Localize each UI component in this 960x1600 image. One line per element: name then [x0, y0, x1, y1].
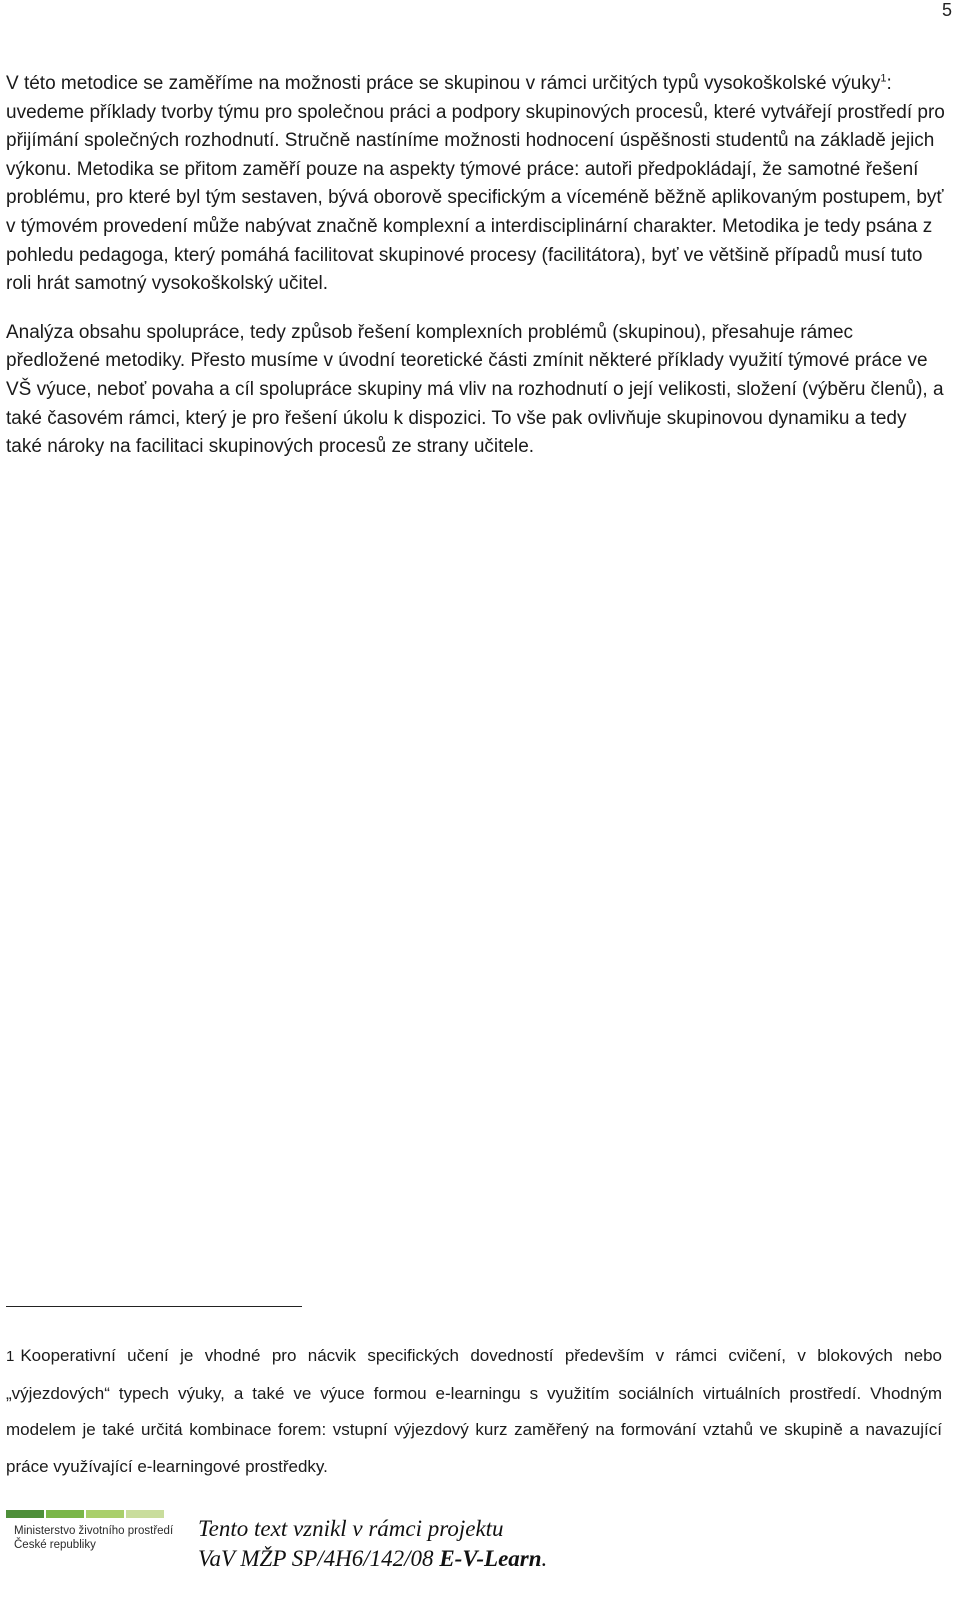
logo-text — [6, 1524, 182, 1552]
footnote-separator — [6, 1306, 302, 1307]
footnote — [6, 1338, 942, 1485]
project-note-period: . — [541, 1546, 548, 1571]
footnote-marker: 1 — [6, 1348, 15, 1365]
project-name: E-V-Learn — [439, 1546, 542, 1571]
paragraph-intro-start: V této metodice se zaměříme na možnosti práce se skupinou v rámci určitých typů vysokoškolské výuky — [6, 73, 881, 94]
main-text — [6, 70, 946, 482]
logo-bar — [86, 1510, 124, 1518]
paragraph-intro-rest: : uvedeme příklady tvorby týmu pro společnou práci a podpory skupinových procesů, které vytvářejí prostředí pro přijímání společných rozhodnutí. Stručně nastíníme možnosti hodnocení úspěšnosti studentů na základě jejich výkonu. Metodika se přitom zaměří pouze na aspekty týmové práce: autoři předpokládají, že samotné řešení problému, pro které byl tým sestaven, bývá oborově specifickým a víceméně běžně aplikovaným postupem, byť v týmovém provedení může nabývat značně komplexní a interdisciplinární charakter. Metodika je tedy psána z pohledu pedagoga, který pomáhá facilitovat skupinové procesy (facilitátora), byť ve většině případů musí tuto roli hrát samotný vysokoškolský učitel. — [6, 73, 945, 295]
logo-line-country: České republiky — [14, 1539, 96, 1551]
project-note — [198, 1514, 547, 1574]
project-code: VaV MŽP SP/4H6/142/08 — [198, 1546, 440, 1571]
paragraph-analysis: Analýza obsahu spolupráce, tedy způsob řešení komplexních problémů (skupinou), přesahuje rámec předložené metodiky. Přesto musíme v úvodní teoretické části zmínit některé příklady využití týmové práce ve VŠ výuce, neboť povaha a cíl spolupráce skupiny má vliv na rozhodnutí o její velikosti, složení (výběru členů), a také časovém rámci, který je pro řešení úkolu k dispozici. To vše pak ovlivňuje skupinovou dynamiku a tedy také nároky na facilitaci skupinových procesů ze strany učitele. — [6, 321, 944, 458]
page-footer — [0, 1510, 960, 1600]
logo-bars — [6, 1510, 182, 1518]
project-note-line1: Tento text vznikl v rámci projektu — [198, 1516, 504, 1541]
footnote-reference: 1 — [880, 72, 887, 85]
logo-bar — [46, 1510, 84, 1518]
footnote-text: Kooperativní učení je vhodné pro nácvik specifických dovedností především v rámci cvičení, v blokových nebo „výjezdových“ typech výuky, a také ve výuce formou e-learningu s využitím sociálních virtuálních prostředí. Vhodným modelem je také určitá kombinace forem: vstupní výjezdový kurz zaměřený na formování vztahů ve skupině a navazující práce využívající e-learningové prostředky. — [6, 1346, 942, 1476]
ministry-logo — [6, 1510, 182, 1572]
logo-bar — [126, 1510, 164, 1518]
logo-bar — [6, 1510, 44, 1518]
paragraph-intro — [6, 70, 946, 299]
project-note-line2 — [198, 1544, 547, 1574]
logo-line-ministry: Ministerstvo životního prostředí — [14, 1525, 174, 1537]
page-number: 5 — [941, 0, 952, 20]
